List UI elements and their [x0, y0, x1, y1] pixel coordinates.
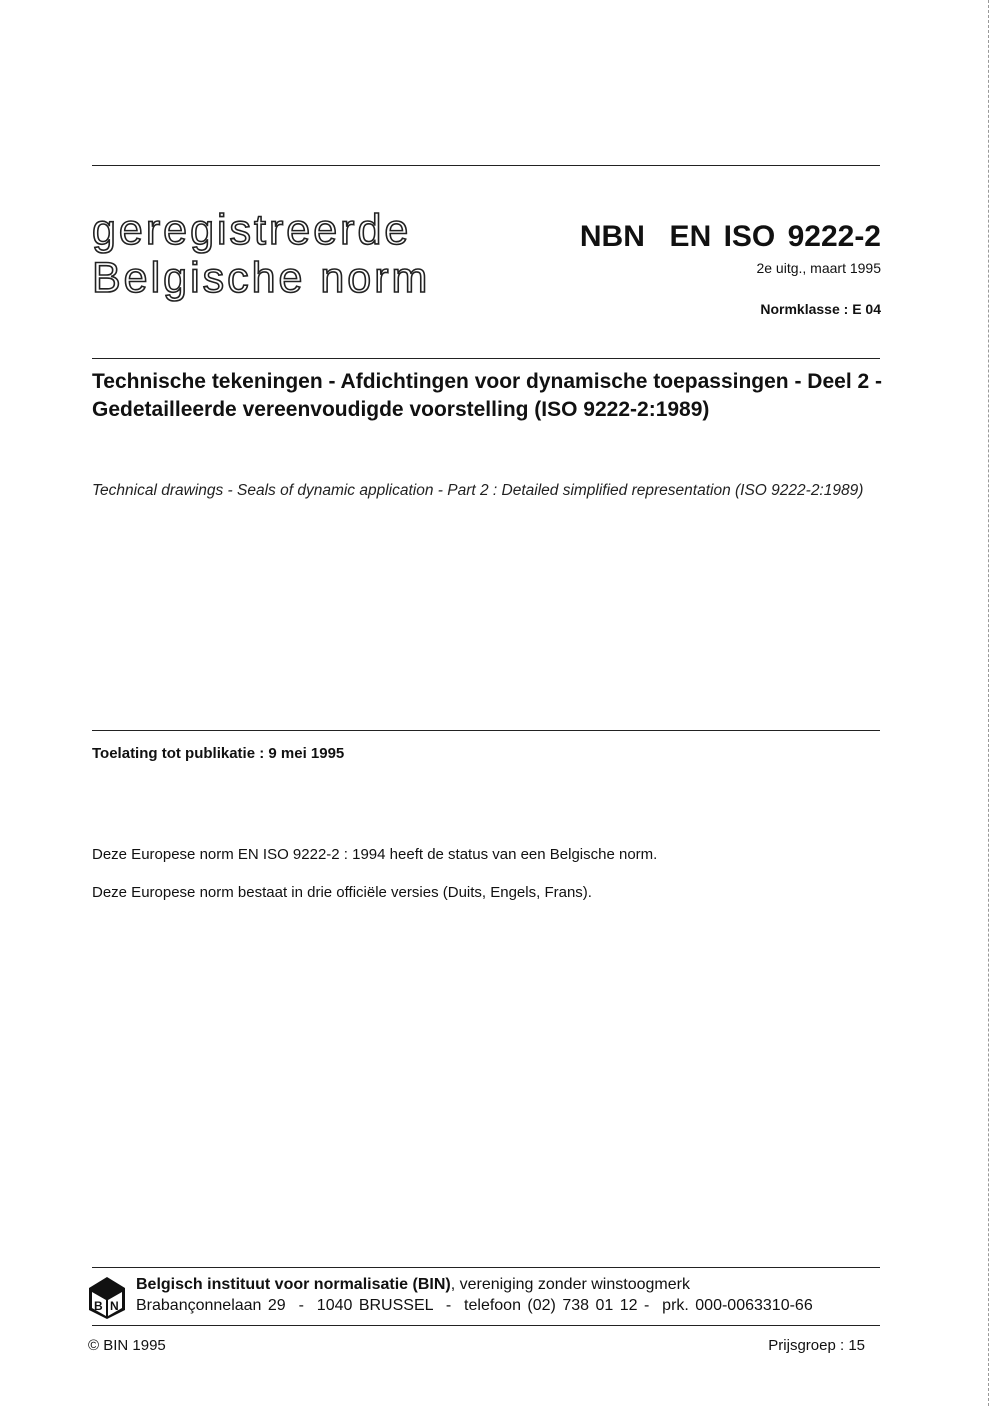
divider-footer-bottom	[92, 1325, 880, 1326]
title-english: Technical drawings - Seals of dynamic application - Part 2 : Detailed simplified representation (ISO 9222-2:1989)	[92, 482, 864, 499]
bin-logo-icon	[88, 1276, 126, 1320]
scan-edge	[988, 0, 989, 1406]
svg-text:N: N	[110, 1299, 119, 1313]
organization-name-bold: Belgisch instituut voor normalisatie (BIN)	[136, 1276, 451, 1293]
organization-address: Brabançonnelaan 29 - 1040 BRUSSEL - telefoon (02) 738 01 12 - prk. 000-0063310-66	[136, 1297, 813, 1314]
organization-name	[136, 1276, 690, 1294]
registered-label-line1: geregistreerde	[92, 206, 412, 254]
norm-class: Normklasse : E 04	[760, 301, 881, 317]
copyright: © BIN 1995	[88, 1337, 166, 1354]
standard-number: NBN EN ISO 9222-2	[579, 220, 881, 253]
divider-approval	[92, 730, 880, 731]
divider-footer-top	[92, 1267, 880, 1268]
svg-text:B: B	[94, 1299, 103, 1313]
edition: 2e uitg., maart 1995	[756, 260, 881, 276]
divider-top	[92, 165, 880, 166]
divider-title	[92, 358, 880, 359]
price-group: Prijsgroep : 15	[768, 1337, 865, 1354]
registered-label-line2: Belgische norm	[92, 254, 431, 302]
title-dutch: Technische tekeningen - Afdichtingen voor dynamische toepassingen - Deel 2 - Gedetailleerde vereenvoudigde voorstelling (ISO 9222-2:1989)	[92, 370, 882, 421]
organization-type: , vereniging zonder winstoogmerk	[450, 1276, 690, 1293]
status-statement: Deze Europese norm EN ISO 9222-2 : 1994 heeft de status van een Belgische norm.	[92, 846, 658, 863]
versions-statement: Deze Europese norm bestaat in drie officiële versies (Duits, Engels, Frans).	[92, 884, 592, 901]
approval-date: Toelating tot publikatie : 9 mei 1995	[92, 745, 345, 762]
